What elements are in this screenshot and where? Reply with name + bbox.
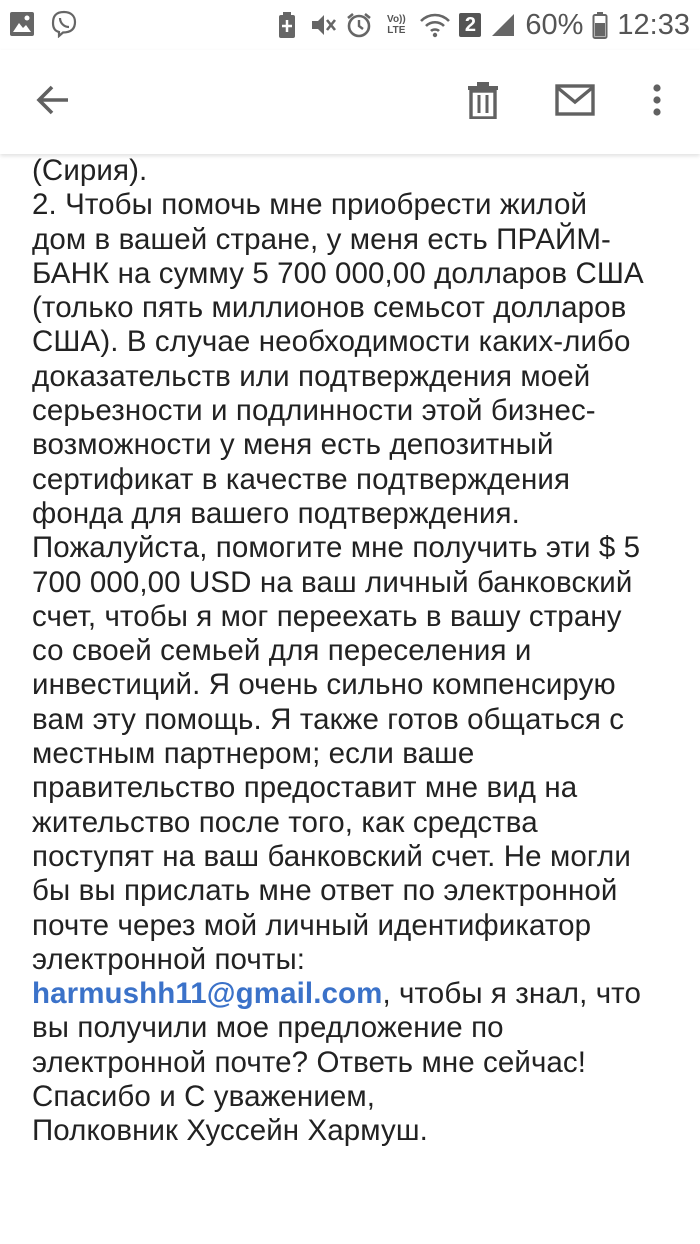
body-line: 2. Чтобы помочь мне приобрести жилой (32, 188, 588, 222)
body-line: возможности у меня есть депозитный (32, 428, 554, 462)
body-line: жительство после того, как средства (32, 805, 538, 839)
more-options-button[interactable] (632, 77, 682, 127)
alarm-icon (345, 11, 373, 39)
body-line: электронной почте? Ответь мне сейчас! (32, 1045, 587, 1079)
body-line: со своей семьей для переселения и (32, 634, 532, 668)
delete-button[interactable] (458, 77, 508, 127)
clock: 12:33 (617, 8, 690, 41)
wifi-icon (419, 11, 451, 39)
viber-icon (50, 10, 78, 38)
mail-icon (555, 84, 595, 121)
body-line: доказательств или подтверждения моей (32, 359, 591, 393)
closing-line: Спасибо и С уважением, (32, 1080, 376, 1114)
more-vert-icon (652, 83, 662, 122)
body-line: США). В случае необходимости каких-либо (32, 325, 631, 359)
body-line: электронной почты: (32, 942, 306, 976)
body-line: почте через мой личный идентификатор (32, 908, 592, 942)
email-body (32, 154, 672, 1149)
trash-icon (466, 81, 500, 124)
body-line: (только пять миллионов семьсот долларов (32, 291, 627, 325)
mute-icon (309, 11, 337, 39)
email-body-scroll[interactable] (0, 154, 700, 1244)
battery-icon (591, 11, 609, 39)
signal-icon (489, 11, 517, 39)
body-line: счет, чтобы я мог переехать в вашу страну (32, 599, 622, 633)
back-arrow-icon (35, 82, 71, 123)
body-line: сертификат в качестве подтверждения (32, 462, 571, 496)
back-button[interactable] (28, 77, 78, 127)
link-suffix-text: , чтобы я знал, что (382, 977, 641, 1011)
body-line: дом в вашей стране, у меня есть ПРАЙМ- (32, 222, 611, 256)
app-bar (0, 50, 700, 154)
body-line: местным партнером; если ваше (32, 737, 475, 771)
body-line: серьезности и подлинности этой бизнес- (32, 394, 596, 428)
signature-line: Полковник Хуссейн Хармуш. (32, 1114, 428, 1148)
body-line: бы вы прислать мне ответ по электронной (32, 874, 618, 908)
body-line: БАНК на сумму 5 700 000,00 долларов США (32, 256, 644, 290)
mark-unread-button[interactable] (550, 77, 600, 127)
volte-icon: Vo)) LTE (387, 14, 406, 36)
body-line: вы получили мое предложение по (32, 1011, 504, 1045)
sim-badge: 2 (459, 13, 481, 37)
battery-percent: 60% (525, 8, 584, 41)
body-line: правительство предоставит мне вид на (32, 771, 578, 805)
status-bar (0, 0, 700, 50)
body-line: 700 000,00 USD на ваш личный банковский (32, 565, 633, 599)
body-line: поступят на ваш банковский счет. Не могли (32, 839, 631, 873)
body-line: инвестиций. Я очень сильно компенсирую (32, 668, 616, 702)
email-address-link[interactable]: harmushh11@gmail.com (32, 977, 383, 1011)
body-line: фонда для вашего подтверждения. (32, 496, 520, 530)
body-line-with-link (32, 977, 672, 1011)
battery-saver-icon (273, 11, 301, 39)
body-line: Пожалуйста, помогите мне получить эти $ 5 (32, 531, 641, 565)
gallery-icon (8, 10, 36, 38)
body-line: (Сирия). (32, 154, 148, 187)
body-line: вам эту помощь. Я также готов общаться с (32, 702, 625, 736)
